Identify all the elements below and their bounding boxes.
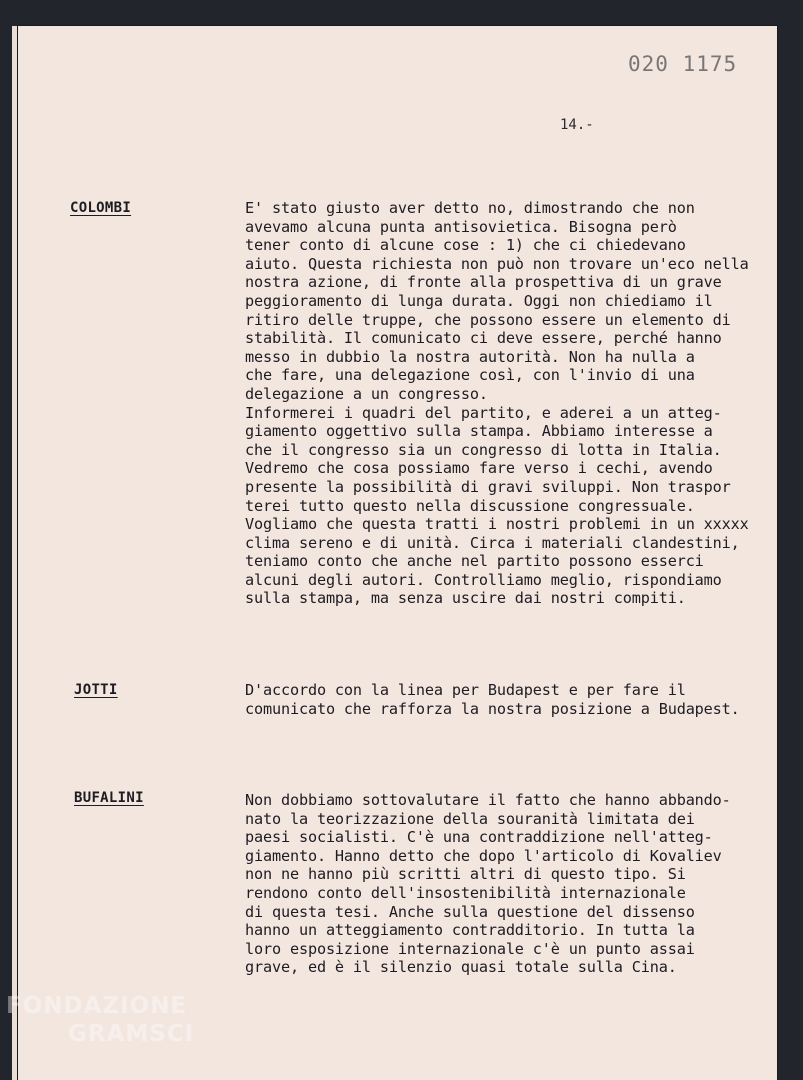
speech-line: avevamo alcuna punta antisovietica. Bisogna però <box>245 217 677 236</box>
speech-jotti <box>245 681 785 718</box>
speech-line: di questa tesi. Anche sulla questione del dissenso <box>245 902 695 921</box>
archive-number: 020 1175 <box>628 52 738 76</box>
speech-line: loro esposizione internazionale c'è un punto assai <box>245 939 695 958</box>
speech-line: non ne hanno più scritti altri di questo tipo. Si <box>245 865 686 884</box>
speech-line: grave, ed è il silenzio quasi totale sulla Cina. <box>245 958 677 977</box>
speech-line: E' stato giusto aver detto no, dimostrando che non <box>245 199 695 217</box>
speech-line: teniamo conto che anche nel partito possono esserci <box>245 552 704 571</box>
speaker-name-jotti: JOTTI <box>74 682 118 698</box>
speech-line: presente la possibilità di gravi sviluppi. Non traspor <box>245 477 731 496</box>
speech-line: stabilità. Il comunicato ci deve essere, perché hanno <box>245 329 722 348</box>
speech-line: clima sereno e di unità. Circa i materiali clandestini, <box>245 533 740 552</box>
speech-line: nostra azione, di fronte alla prospettiva di un grave <box>245 273 722 292</box>
page-number: 14.- <box>560 117 594 133</box>
speech-line: peggioramento di lunga durata. Oggi non chiediamo il <box>245 291 713 310</box>
speaker-name-colombi: COLOMBI <box>70 200 132 216</box>
speech-line: paesi socialisti. C'è una contraddizione nell'atteg- <box>245 828 713 847</box>
speech-line: ritiro delle truppe, che possono essere un elemento di <box>245 310 731 329</box>
speaker-name-bufalini: BUFALINI <box>74 790 144 806</box>
speech-line: Vedremo che cosa possiamo fare verso i cechi, avendo <box>245 459 713 478</box>
speech-line: D'accordo con la linea per Budapest e per fare il <box>245 681 686 699</box>
speech-line: Non dobbiamo sottovalutare il fatto che hanno abbando- <box>245 791 731 809</box>
speech-line: che il congresso sia un congresso di lotta in Italia. <box>245 440 722 459</box>
speech-line: tener conto di alcune cose : 1) che ci chiedevano <box>245 236 686 255</box>
archive-watermark <box>6 992 194 1048</box>
speech-line: terei tutto questo nella discussione congressuale. <box>245 496 695 515</box>
speech-line: delegazione a un congresso. <box>245 384 488 403</box>
watermark-line-2: GRAMSCI <box>68 1021 195 1047</box>
watermark-line-1: FONDAZIONE <box>6 993 188 1019</box>
speech-colombi <box>245 199 785 608</box>
speech-bufalini <box>245 791 785 977</box>
speech-line: che fare, una delegazione così, con l'invio di una <box>245 366 695 385</box>
speech-line: nato la teorizzazione della souranità limitata dei <box>245 809 695 828</box>
speech-line: alcuni degli autori. Controlliamo meglio, rispondiamo <box>245 570 722 589</box>
speech-line: aiuto. Questa richiesta non può non trovare un'eco nella <box>245 254 749 273</box>
speech-line: rendono conto dell'insostenibilità internazionale <box>245 883 686 902</box>
speech-line: sulla stampa, ma senza uscire dai nostri compiti. <box>245 589 686 608</box>
speech-line: Vogliamo che questa tratti i nostri problemi in un xxxxx <box>245 515 749 534</box>
speech-line: hanno un atteggiamento contradditorio. In tutta la <box>245 921 695 940</box>
speech-line: giamento oggettivo sulla stampa. Abbiamo interesse a <box>245 422 713 441</box>
speech-line: comunicato che rafforza la nostra posizione a Budapest. <box>245 699 740 718</box>
speech-line: messo in dubbio la nostra autorità. Non ha nulla a <box>245 347 695 366</box>
speech-line: Informerei i quadri del partito, e aderei a un atteg- <box>245 403 722 422</box>
speech-line: giamento. Hanno detto che dopo l'articolo di Kovaliev <box>245 846 722 865</box>
